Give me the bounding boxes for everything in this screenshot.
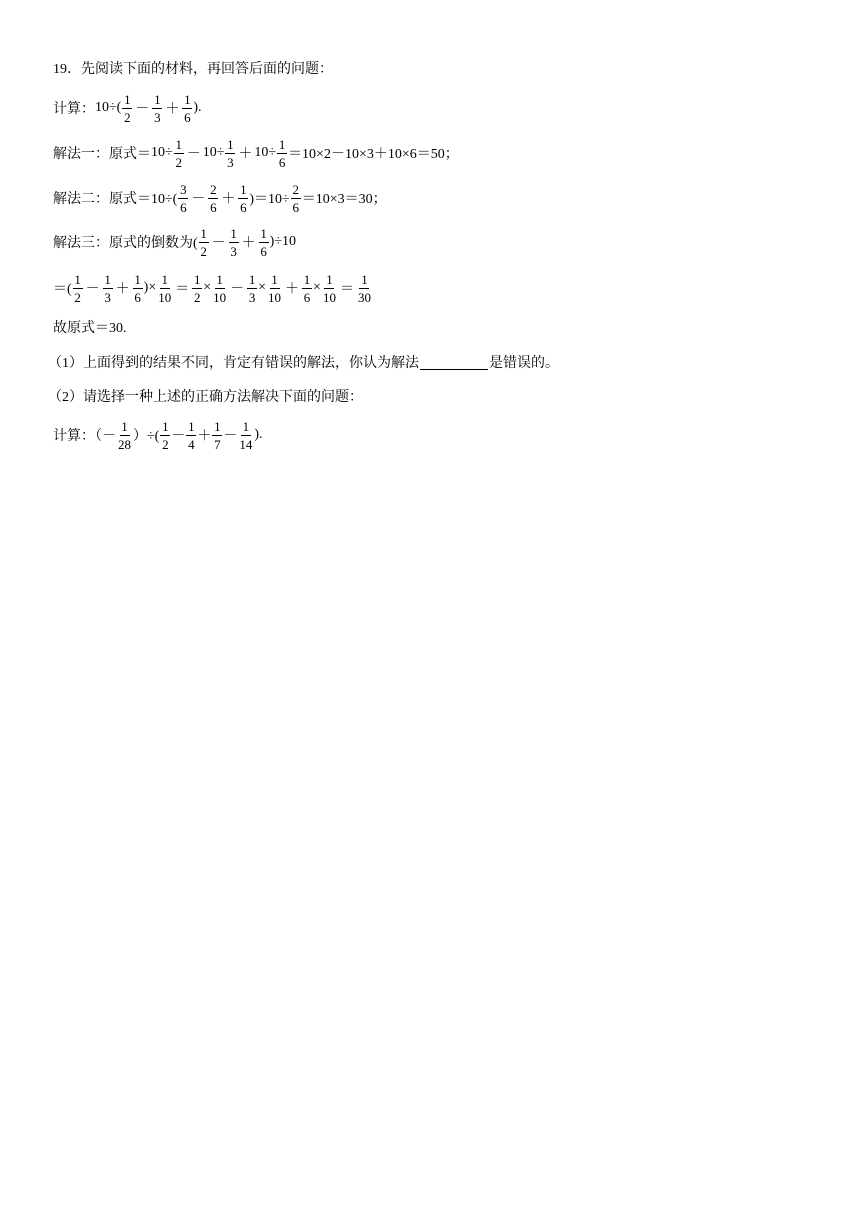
fraction: $\frac{1}{30}$ [357,271,371,305]
fraction: $\frac{1}{6}$ [184,91,191,125]
solution-three-expansion: ＝( $\frac{1}{2}$ － $\frac{1}{3}$ ＋ $\frac{1}{6}$ )× $\frac{1}{10}$ ＝ $\frac{1}{2}$ × $\frac{1}{10}$ － $\frac{1}{3}$ × $\frac{1}{10}$ ＋ $\frac{1}{6}$ × $\frac{1}{10}$ ＝ $\frac{1}{30}$ [53,271,371,305]
fraction: $\frac{1}{7}$ [214,418,221,452]
part-two-expression: 计算：（－ $\frac{1}{28}$ ）÷( $\frac{1}{2}$ － $\frac{1}{4}$ ＋ $\frac{1}{7}$ － $\frac{1}{14}$ ). [53,418,263,452]
question-header [53,48,333,88]
solution3-label: 解法三：原式的倒数为( [53,236,198,251]
fraction: $\frac{1}{14}$ [239,418,253,452]
part1-suffix: 是错误的。 [489,356,559,371]
fraction: $\frac{1}{10}$ [322,271,336,305]
fraction: $\frac{1}{3}$ [230,225,237,259]
fraction: $\frac{1}{6}$ [240,181,247,215]
part2-calc-label: 计算：（－ [53,429,116,444]
fraction: $\frac{1}{10}$ [158,271,172,305]
fraction: $\frac{1}{3}$ [227,136,234,170]
solution1-label: 解法一：原式＝ [53,147,151,162]
fraction: $\frac{1}{28}$ [118,418,131,452]
calc-suffix: ). [193,100,202,115]
calc-prefix: 10÷( [95,100,122,115]
calc-label: 计算： [53,102,95,117]
fraction: $\frac{1}{6}$ [303,271,311,305]
fraction: $\frac{1}{6}$ [278,136,286,170]
solution2-label: 解法二：原式＝10÷( [53,192,178,207]
part2-mid: ）÷( [133,429,160,444]
fraction: $\frac{1}{6}$ [134,271,141,305]
part1-prefix: （1）上面得到的结果不同，肯定有错误的解法，你认为解法 [48,356,419,371]
fraction: $\frac{1}{2}$ [162,418,169,452]
solution-one: 解法一：原式＝ 10÷ $\frac{1}{2}$ － 10÷ $\frac{1}{3}$ ＋ 10÷ $\frac{1}{6}$ ＝10×2－10×3＋10×6＝50； [53,136,459,170]
part2-text: （2）请选择一种上述的正确方法解决下面的问题： [48,390,363,405]
fraction: $\frac{1}{4}$ [188,418,195,452]
answer-blank[interactable] [420,355,488,370]
fraction: $\frac{3}{6}$ [180,181,187,215]
solution-two: 解法二：原式＝10÷( $\frac{3}{6}$ － $\frac{2}{6}$ ＋ $\frac{1}{6}$ )＝10÷ $\frac{2}{6}$ ＝10×3＝30； [53,181,387,215]
conclusion [53,307,127,347]
solution2-tail: )＝10÷ [249,192,290,207]
part-two [48,376,363,416]
question-intro: 先阅读下面的材料，再回答后面的问题： [81,62,333,77]
calc-expression: 计算： 10÷( $\frac{1}{2}$ － $\frac{1}{3}$ ＋ $\frac{1}{6}$ ). [53,91,202,125]
fraction: $\frac{1}{2}$ [124,91,131,125]
solution3-tail: )÷10 [269,234,297,249]
fraction: $\frac{1}{10}$ [213,271,227,305]
fraction: $\frac{1}{2}$ [193,271,201,305]
solution-three: 解法三：原式的倒数为( $\frac{1}{2}$ － $\frac{1}{3}$ ＋ $\frac{1}{6}$ )÷10 [53,225,297,259]
fraction: $\frac{1}{2}$ [74,271,81,305]
conclusion-text: 故原式＝30. [53,321,127,336]
fraction: $\frac{1}{2}$ [200,225,207,259]
fraction: $\frac{1}{3}$ [154,91,161,125]
fraction: $\frac{1}{10}$ [268,271,282,305]
fraction: $\frac{1}{3}$ [248,271,256,305]
fraction: $\frac{1}{6}$ [260,225,267,259]
fraction: $\frac{1}{3}$ [104,271,111,305]
fraction: $\frac{1}{2}$ [175,136,182,170]
fraction: $\frac{2}{6}$ [210,181,217,215]
fraction: $\frac{2}{6}$ [292,181,299,215]
part2-end: ). [254,427,263,442]
solution1-tail: ＝10×2－10×3＋10×6＝50； [288,147,459,162]
solution2-end: ＝10×3＝30； [301,192,387,207]
question-number: 19． [53,62,81,77]
solution3-line2-start: ＝( [53,282,72,297]
